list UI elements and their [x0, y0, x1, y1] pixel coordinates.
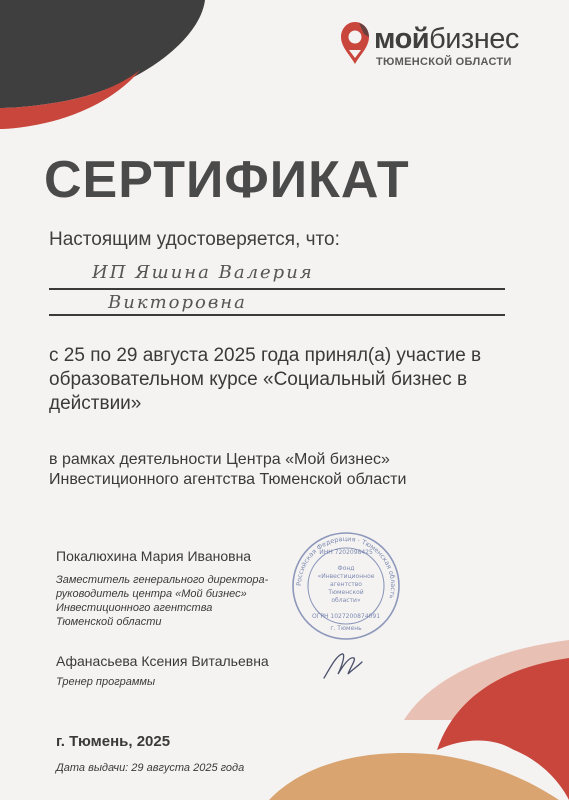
participation-text: с 25 по 29 августа 2025 года принял(а) участие в образовательном курсе «Социальный бизнес в действии» — [49, 345, 482, 414]
stamp-inn: ИНН 7202098425 — [319, 549, 373, 556]
signature-mark — [320, 648, 366, 684]
stamp-outer-text: Российская Федерация · Тюменская область — [294, 534, 398, 600]
certify-statement: Настоящим удостоверяется, что: — [49, 229, 340, 250]
framework-text — [49, 450, 529, 490]
stamp-center-line: Тюменской — [328, 589, 364, 596]
issue-date: Дата выдачи: 29 августа 2025 года — [56, 762, 245, 774]
signatory-1-role-line: Тюменской области — [56, 616, 162, 628]
handwritten-name-line1: ИП Яшина Валерия — [92, 262, 314, 283]
handwritten-name-line2: Викторовна — [108, 292, 247, 313]
signatory-2-role-line: Тренер программы — [56, 676, 156, 688]
signatory-1-name: Покалюхина Мария Ивановна — [56, 548, 252, 564]
brand-logo — [338, 20, 553, 90]
stamp-center-line: Фонд — [337, 565, 355, 572]
rocket-pin-icon — [338, 20, 372, 66]
signatory-2-role — [56, 675, 155, 689]
certificate-title: СЕРТИФИКАТ — [44, 151, 410, 209]
signatory-1-role-line: руководитель центра «Мой бизнес» — [56, 588, 247, 600]
top-decoration — [0, 0, 210, 130]
signatory-2-name: Афанасьева Ксения Витальевна — [56, 653, 269, 669]
issue-city-year: г. Тюмень, 2025 — [56, 733, 171, 750]
name-underline-1 — [49, 288, 505, 290]
signatory-1-role-line: Инвестиционного агентства — [56, 602, 213, 614]
stamp-center-line: области» — [331, 597, 361, 604]
logo-subtitle: ТЮМЕНСКОЙ ОБЛАСТИ — [376, 56, 512, 68]
stamp-center-line: «Инвестиционное — [317, 573, 375, 580]
framework-line-1: в рамках деятельности Центра «Мой бизнес» — [49, 451, 390, 468]
signatory-1-role — [56, 573, 268, 629]
stamp-ogrn: ОГРН 1027200874091 — [311, 613, 381, 620]
logo-wordmark: мойбизнес — [374, 23, 519, 55]
official-stamp — [290, 530, 402, 642]
framework-line-2: Инвестиционного агентства Тюменской области — [49, 471, 407, 488]
stamp-center-line: агентство — [330, 581, 362, 588]
name-underline-2 — [49, 314, 505, 316]
bottom-decoration — [269, 640, 569, 800]
signatory-1-role-line: Заместитель генерального директора- — [56, 574, 269, 586]
stamp-city: г. Тюмень — [330, 625, 362, 632]
